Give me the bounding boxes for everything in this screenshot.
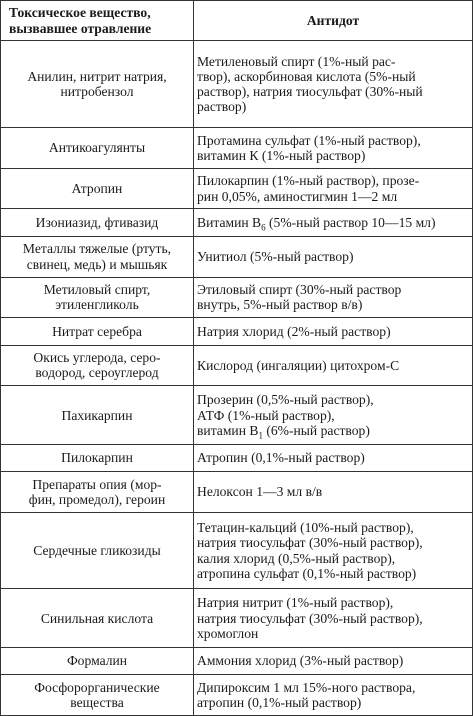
substance-cell <box>1 345 194 386</box>
antidote-cell <box>194 127 473 168</box>
substance-line: Препараты опия (мор- <box>32 476 162 492</box>
antidote-line: натрия тиосульфат (30%-ный раствор), <box>197 535 423 551</box>
antidote-line: калия хлорид (0,5%-ный раствор), <box>197 550 396 566</box>
substance-line: Пахикарпин <box>61 407 133 423</box>
antidote-text: Витамин В <box>197 214 262 230</box>
table-row <box>1 236 473 277</box>
antidote-line: натрия тиосульфат (30%-ный раствор), <box>197 610 423 626</box>
table-row <box>1 472 473 513</box>
antidote-line: внутрь, 5%-ный раствор в/в) <box>197 297 363 313</box>
substance-cell <box>1 277 194 318</box>
antidote-line: хромоглон <box>197 625 259 641</box>
substance-line: фин, промедол), героин <box>28 492 166 508</box>
antidote-cell <box>194 209 473 236</box>
substance-cell <box>1 589 194 648</box>
substance-cell <box>1 41 194 128</box>
substance-cell <box>1 168 194 209</box>
header-substance-line: Токсическое вещество, <box>9 5 151 21</box>
table-row <box>1 675 473 716</box>
substance-line: Сердечные гликозиды <box>33 543 161 559</box>
header-substance-line: вызвавшее отравление <box>9 20 152 36</box>
header-row <box>1 1 473 41</box>
antidote-line: витамин К (1%-ный раствор) <box>197 147 366 163</box>
vitamin-subscript: 1 <box>258 430 263 441</box>
antidote-cell <box>194 236 473 277</box>
substance-cell <box>1 512 194 588</box>
antidote-text: витамин В <box>197 422 259 438</box>
antidote-cell <box>194 647 473 674</box>
substance-line: Формалин <box>66 653 128 669</box>
substance-line: Фосфорорганические <box>34 679 160 695</box>
substance-cell <box>1 209 194 236</box>
substance-line: Метиловый спирт, <box>43 282 151 298</box>
antidote-cell <box>194 345 473 386</box>
antidote-line: АТФ (1%-ный раствор), <box>197 407 335 423</box>
substance-cell <box>1 236 194 277</box>
table-row <box>1 277 473 318</box>
antidote-line: Натрия нитрит (1%-ный раствор), <box>197 595 394 611</box>
antidote-line: раствор) <box>197 99 247 115</box>
substance-line: вещества <box>70 695 124 711</box>
substance-line: Нитрат серебра <box>52 323 142 339</box>
antidote-line: Аммония хлорид (3%-ный раствор) <box>197 653 404 669</box>
antidote-line: рин 0,05%, аминостигмин 1—2 мл <box>197 188 398 204</box>
antidote-line: Кислород (ингаляции) цитохром-С <box>197 357 400 373</box>
table-row <box>1 127 473 168</box>
substance-cell <box>1 472 194 513</box>
antidote-line: Протамина сульфат (1%-ный раствор), <box>197 132 421 148</box>
substance-cell <box>1 647 194 674</box>
table-body <box>1 41 473 716</box>
table-row <box>1 444 473 471</box>
substance-cell <box>1 386 194 445</box>
antidote-cell <box>194 318 473 345</box>
vitamin-subscript: 6 <box>261 222 266 233</box>
table-row <box>1 647 473 674</box>
substance-line: Окись углерода, серо- <box>33 350 161 366</box>
antidote-line: Унитиол (5%-ный раствор) <box>197 248 354 264</box>
antidote-cell <box>194 386 473 445</box>
substance-line: Синильная кислота <box>40 610 154 626</box>
antidote-line: Тетацин-кальций (10%-ный раствор), <box>197 520 414 536</box>
antidote-cell <box>194 512 473 588</box>
substance-line: водород, сероуглерод <box>35 365 159 381</box>
antidote-line <box>197 214 469 233</box>
antidote-line: твор), аскорбиновая кислота (5%-ный <box>197 68 416 84</box>
antidote-text: (6%-ный раствор) <box>262 422 370 438</box>
header-substance <box>1 1 194 41</box>
substance-cell <box>1 444 194 471</box>
substance-line: нитробензол <box>60 83 134 99</box>
table-row <box>1 345 473 386</box>
table-row <box>1 209 473 236</box>
substance-line: свинец, медь) и мышьяк <box>26 256 168 272</box>
antidote-cell <box>194 589 473 648</box>
substance-line: Изониазид, фтивазид <box>35 214 159 230</box>
antidote-cell <box>194 168 473 209</box>
table-row <box>1 318 473 345</box>
header-antidote-line: Антидот <box>306 12 360 28</box>
antidote-line: Нелоксон 1—3 мл в/в <box>197 484 323 500</box>
antidote-cell <box>194 675 473 716</box>
table-row <box>1 41 473 128</box>
substance-line: этиленгликоль <box>55 297 139 313</box>
antidote-cell <box>194 444 473 471</box>
antidote-line: раствор), натрия тиосульфат (30%-ный <box>197 83 423 99</box>
substance-cell <box>1 318 194 345</box>
substance-line: Металлы тяжелые (ртуть, <box>22 241 172 257</box>
table-row <box>1 168 473 209</box>
antidote-line: Пилокарпин (1%-ный раствор), прозе- <box>197 173 420 189</box>
substance-cell <box>1 675 194 716</box>
table-row <box>1 386 473 445</box>
substance-line: Анилин, нитрит натрия, <box>27 68 167 84</box>
substance-line: Атропин <box>71 180 123 196</box>
substance-line: Антикоагулянты <box>48 140 146 156</box>
antidote-cell <box>194 277 473 318</box>
antidote-line: Натрия хлорид (2%-ный раствор) <box>197 323 391 339</box>
antidote-line <box>197 422 469 441</box>
antidote-line: атропин (0,1%-ный раствор) <box>197 695 362 711</box>
antidote-cell <box>194 41 473 128</box>
antidote-line: Дипироксим 1 мл 15%-ного раствора, <box>197 679 416 695</box>
antidote-cell <box>194 472 473 513</box>
substance-line: Пилокарпин <box>61 450 133 466</box>
antidote-text: (5%-ный раствор 10—15 мл) <box>265 214 436 230</box>
header-antidote <box>194 1 473 41</box>
substance-cell <box>1 127 194 168</box>
antidote-line: Этиловый спирт (30%-ный раствор <box>197 282 402 298</box>
table-row <box>1 512 473 588</box>
antidote-line: Метиленовый спирт (1%-ный рас- <box>197 53 396 69</box>
antidote-line: Прозерин (0,5%-ный раствор), <box>197 392 374 408</box>
antidote-line: атропина сульфат (0,1%-ный раствор) <box>197 565 417 581</box>
antidote-line: Атропин (0,1%-ный раствор) <box>197 450 365 466</box>
table-row <box>1 589 473 648</box>
